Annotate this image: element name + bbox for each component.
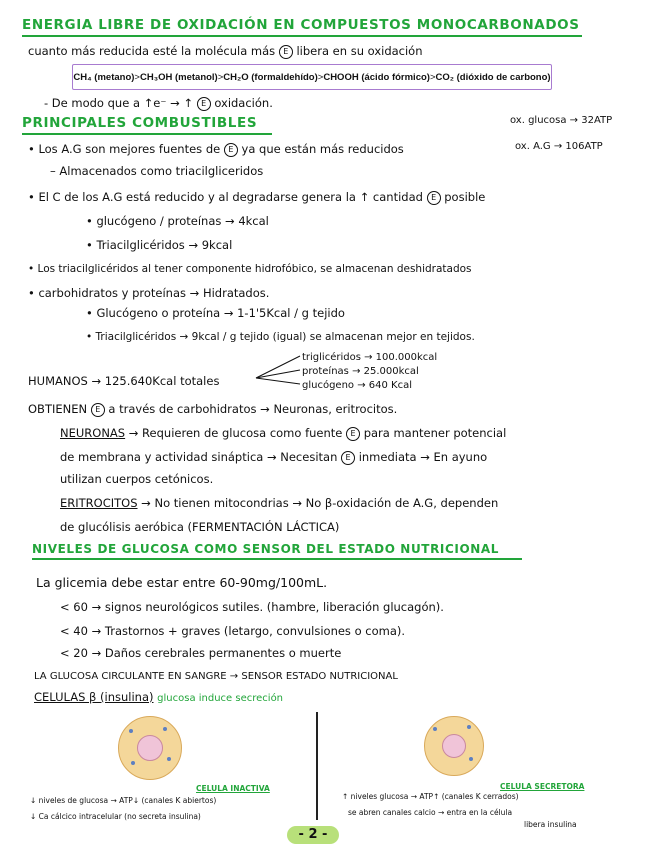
modo-text: - De modo que a ↑e⁻ → ↑ — [44, 96, 194, 110]
granule — [131, 761, 135, 765]
granule — [163, 727, 167, 731]
celulas-label: CELULAS β (insulina) — [34, 690, 154, 704]
level-value: < 40 — [60, 624, 88, 638]
energy-symbol: E — [224, 143, 238, 157]
nucleus — [442, 734, 466, 758]
el-c-line — [28, 190, 485, 205]
title-underline — [22, 35, 582, 37]
eritrocitos-text: → No tienen mitocondrias → No β-oxidación de A.G, dependen — [141, 496, 499, 510]
branch-triglicéridos: triglicéridos → 100.000kcal — [302, 352, 438, 363]
ox-ag: ox. A.G → 106ATP — [515, 141, 603, 152]
energy-symbol: E — [341, 451, 355, 465]
glucogeno-proteina-tejido: • Glucógeno o proteína → 1-1'5Kcal / g tejido — [86, 306, 345, 320]
obtienen-text: a través de carbohidratos → Neuronas, eritrocitos. — [108, 402, 398, 416]
ch2o-label: CH₂O (formaldehído) — [223, 71, 318, 83]
triacil-kcal: • Triacilglicéridos → 9kcal — [86, 238, 233, 252]
eritrocitos-line-2: de glucólisis aeróbica (FERMENTACIÓN LÁCTICA) — [60, 520, 340, 534]
level-text: → Daños cerebrales permanentes o muerte — [91, 646, 342, 660]
branch-arrows — [254, 350, 304, 390]
sep: > — [429, 71, 436, 83]
level-value: < 20 — [60, 646, 88, 660]
neuronas-text: → Requieren de glucosa como fuente — [128, 426, 343, 440]
ag-text: • Los A.G son mejores fuentes de — [28, 142, 221, 156]
neuronas-text-2: de membrana y actividad sináptica → Necesitan — [60, 450, 338, 464]
branch-glucogeno: glucógeno → 640 Kcal — [302, 380, 412, 391]
energy-symbol: E — [427, 191, 441, 205]
modo-line — [44, 96, 273, 111]
almacenados: – Almacenados como triacilgliceridos — [50, 164, 264, 178]
section-title-combustibles: PRINCIPALES COMBUSTIBLES — [22, 115, 258, 131]
page-number: - 2 - — [287, 826, 339, 844]
el-c-text-end: posible — [444, 190, 486, 204]
energy-symbol: E — [197, 97, 211, 111]
granule — [433, 727, 437, 731]
sep: > — [134, 71, 140, 83]
beta-cell-inactive — [118, 716, 182, 780]
obtienen-label: OBTIENEN — [28, 402, 88, 416]
intro-line — [28, 44, 423, 59]
los-triacil: • Los triacilglicéridos al tener componente hidrofóbico, se almacenan deshidratados — [28, 263, 472, 275]
sep: > — [317, 71, 324, 83]
main-title: ENERGIA LIBRE DE OXIDACIÓN EN COMPUESTOS MONOCARBONADOS — [22, 17, 580, 33]
sensor-line: LA GLUCOSA CIRCULANTE EN SANGRE → SENSOR ESTADO NUTRICIONAL — [34, 671, 398, 682]
level-40 — [60, 624, 405, 638]
intro-text: cuanto más reducida esté la molécula más — [28, 44, 276, 58]
level-text: → signos neurológicos sutiles. (hambre, liberación glucagón). — [91, 600, 444, 614]
level-text: → Trastornos + graves (letargo, convulsiones o coma). — [91, 624, 406, 638]
nucleus — [137, 735, 163, 761]
neuronas-line-3: utilizan cuerpos cetónicos. — [60, 472, 214, 486]
left-caption-title: CELULA INACTIVA — [196, 784, 270, 793]
section-title-niveles: NIVELES DE GLUCOSA COMO SENSOR DEL ESTADO NUTRICIONAL — [32, 542, 500, 556]
ch4-label: CH₄ (metano) — [73, 71, 135, 83]
right-caption-2: se abren canales calcio → entra en la célula — [348, 808, 513, 817]
sep: > — [217, 71, 224, 83]
granule — [467, 725, 471, 729]
co2-label: CO₂ (dióxido de carbono) — [435, 71, 551, 83]
ch3oh-label: CH₃OH (metanol) — [139, 71, 218, 83]
granule — [129, 729, 133, 733]
el-c-text: • El C de los A.G está reducido y al degradarse genera la ↑ cantidad — [28, 190, 423, 204]
celulas-note: glucosa induce secreción — [157, 693, 284, 704]
left-caption-1: ↓ niveles de glucosa → ATP↓ (canales K abiertos) — [30, 796, 217, 805]
ag-text-end: ya que están más reducidos — [241, 142, 404, 156]
neuronas-line-1 — [60, 426, 506, 441]
triacil-tejido: • Triacilglicéridos → 9kcal / g tejido (igual) se almacenan mejor en tejidos. — [86, 331, 475, 343]
carbohidratos: • carbohidratos y proteínas → Hidratados. — [28, 286, 270, 300]
vertical-divider — [316, 712, 318, 820]
celulas-line — [34, 690, 283, 706]
beta-cell-secretory — [424, 716, 484, 776]
glucogeno-proteinas: • glucógeno / proteínas → 4kcal — [86, 214, 269, 228]
eritrocitos-label: ERITROCITOS — [60, 496, 138, 510]
ox-glucosa: ox. glucosa → 32ATP — [510, 115, 613, 126]
right-caption-1: ↑ niveles glucosa → ATP↑ (canales K cerrados) — [342, 792, 519, 801]
level-20 — [60, 646, 341, 660]
neuronas-line-2 — [60, 450, 487, 465]
granule — [167, 757, 171, 761]
energy-symbol: E — [346, 427, 360, 441]
glicemia-line: La glicemia debe estar entre 60-90mg/100mL. — [36, 575, 328, 590]
neuronas-text-end: para mantener potencial — [363, 426, 507, 440]
reduction-series-box — [72, 64, 552, 90]
humanos-line: HUMANOS → 125.640Kcal totales — [28, 374, 220, 388]
ag-line — [28, 142, 404, 157]
section-underline — [32, 558, 522, 560]
branch-proteinas: proteínas → 25.000kcal — [302, 366, 419, 377]
intro-text-end: libera en su oxidación — [296, 44, 423, 58]
granule — [469, 757, 473, 761]
modo-text-end: oxidación. — [214, 96, 273, 110]
chooh-label: CHOOH (ácido fórmico) — [323, 71, 430, 83]
neuronas-text-2-end: inmediata → En ayuno — [358, 450, 488, 464]
eritrocitos-line-1 — [60, 496, 498, 510]
neuronas-label: NEURONAS — [60, 426, 126, 440]
level-value: < 60 — [60, 600, 88, 614]
energy-symbol: E — [91, 403, 105, 417]
right-caption-3: libera insulina — [524, 820, 577, 829]
level-60 — [60, 600, 444, 614]
left-caption-2: ↓ Ca cálcico intracelular (no secreta insulina) — [30, 812, 201, 821]
energy-symbol: E — [279, 45, 293, 59]
obtienen-line — [28, 402, 397, 417]
section-underline — [22, 133, 272, 135]
right-caption-title: CELULA SECRETORA — [500, 782, 585, 791]
